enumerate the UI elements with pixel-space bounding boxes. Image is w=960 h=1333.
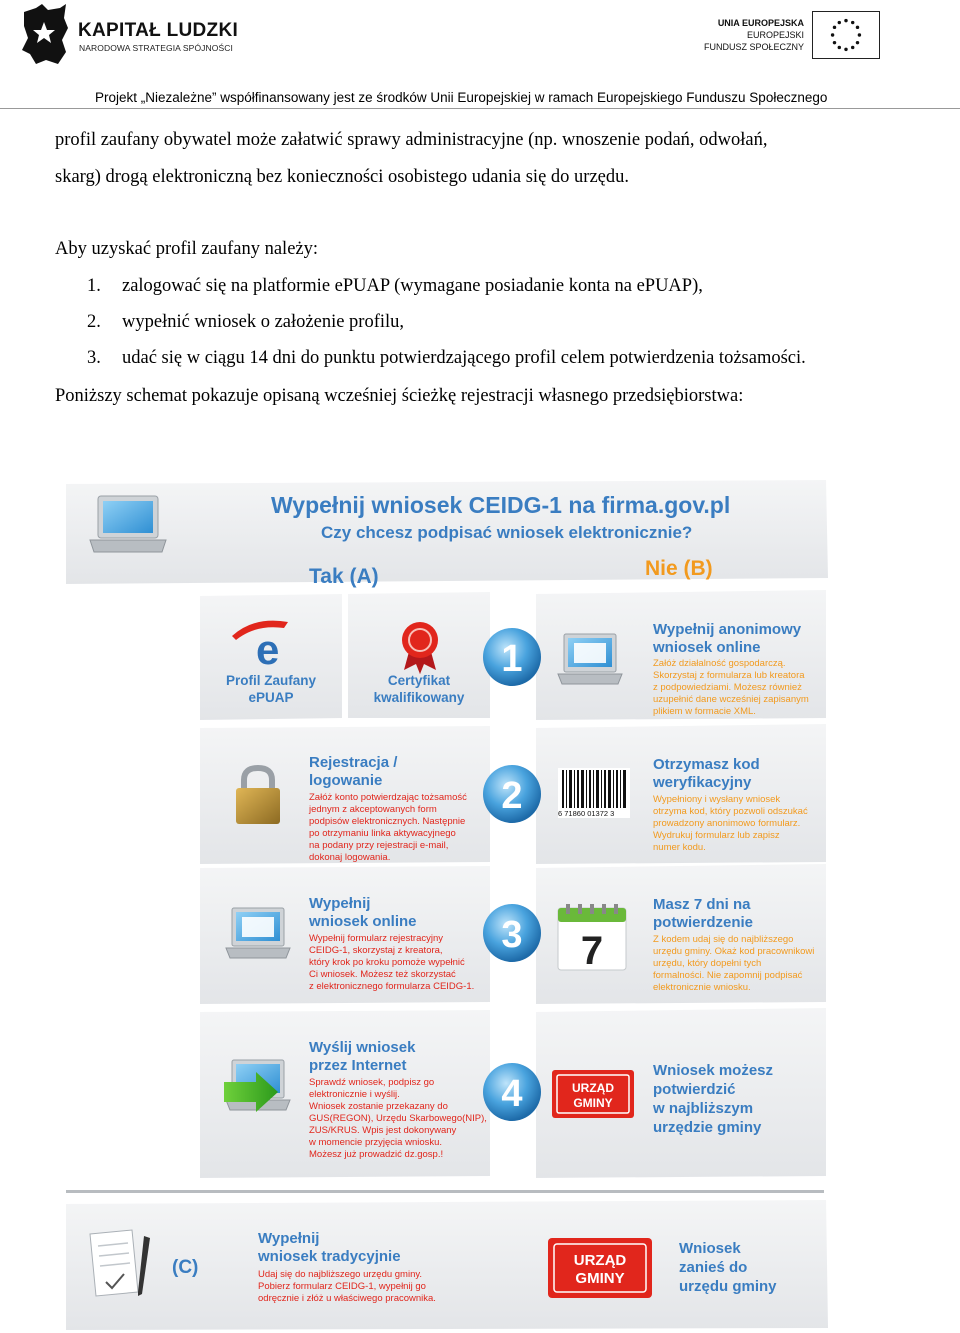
b3-text-line: urzędu gminy. Okaż kod pracownikowi bbox=[653, 946, 815, 957]
b3-text-line: urzędu, który dopełni tych bbox=[653, 958, 762, 969]
eu-line2: EUROPEJSKI bbox=[746, 30, 804, 40]
a4-title-line2: przez Internet bbox=[309, 1057, 407, 1074]
logo-title: KAPITAŁ LUDZKI bbox=[78, 20, 239, 41]
stamp-line2: GMINY bbox=[573, 1096, 613, 1110]
urzad-gminy-stamp-icon bbox=[552, 1070, 634, 1118]
a3-title-line2: wniosek online bbox=[309, 913, 417, 930]
a3-title-line1: Wypełnij bbox=[309, 895, 371, 912]
a2-title-line1: Rejestracja / bbox=[309, 754, 398, 771]
option-b: Nie (B) bbox=[645, 557, 713, 580]
a1-right-line1: Certyfikat bbox=[387, 673, 451, 688]
a4-title-line1: Wyślij wniosek bbox=[309, 1039, 416, 1056]
b3-title-line1: Masz 7 dni na bbox=[653, 896, 751, 913]
c-title-line1: Wypełnij bbox=[258, 1230, 320, 1247]
b2-text-line: numer kodu. bbox=[653, 842, 706, 853]
paragraph-2: Aby uzyskać profil zaufany należy: bbox=[55, 239, 319, 259]
a4-text-line: ZUS/KRUS. Wpis jest dokonywany bbox=[309, 1125, 457, 1136]
b1-text-line: uzupełnić dane wcześniej zapisanym bbox=[653, 694, 809, 705]
barcode-icon bbox=[558, 768, 630, 818]
section-divider bbox=[66, 1190, 824, 1193]
b4-line3: w najbliższym bbox=[653, 1100, 754, 1117]
step-num-2: 2 bbox=[501, 775, 523, 817]
registration-diagram bbox=[66, 478, 831, 1330]
certificate-seal-icon bbox=[402, 622, 438, 674]
a3-text-line: który krok po kroku pomoże wypełnić bbox=[309, 957, 465, 968]
b2-text-line: otrzyma kod, który pozwoli odszukać bbox=[653, 806, 808, 817]
calendar-day: 7 bbox=[580, 929, 604, 973]
b2-text-line: prowadzony anonimowo formularz. bbox=[653, 818, 801, 829]
step-num-1: 1 bbox=[501, 638, 523, 680]
laptop-form-icon bbox=[558, 634, 622, 684]
list-item: 1. zalogować się na platformie ePUAP (wymagane posiadanie konta na ePUAP), bbox=[87, 276, 703, 296]
project-line: Projekt „Niezależne” współfinansowany jest ze środków Unii Europejskiej w ramach Europejskiego Funduszu Społecznego bbox=[95, 90, 828, 105]
a2-text-line: podpisów elektronicznych. Następnie bbox=[309, 816, 466, 827]
b1-text-line: z podpowiedziami. Możesz również bbox=[653, 682, 802, 693]
c-title-line2: wniosek tradycyjnie bbox=[258, 1248, 401, 1265]
c-text-line: odręcznie i złóż u właściwego pracownika. bbox=[258, 1293, 436, 1304]
logo-subtitle: NARODOWA STRATEGIA SPÓJNOŚCI bbox=[79, 43, 233, 53]
b1-text-line: plikiem w formacie XML. bbox=[653, 706, 756, 717]
a3-text-line: CEIDG-1, skorzystaj z kreatora, bbox=[309, 945, 443, 956]
diagram-title: Wypełnij wniosek CEIDG-1 na firma.gov.pl bbox=[271, 492, 731, 518]
b3-text-line: elektronicznie wniosku. bbox=[653, 982, 751, 993]
kapital-ludzki-logo-icon bbox=[22, 4, 70, 64]
list-item: 3. udać się w ciągu 14 dni do punktu potwierdzającego profil celem potwierdzenia tożsamości. bbox=[87, 348, 806, 368]
c-stamp-line1: URZĄD bbox=[573, 1252, 627, 1269]
barcode-number: 6 71860 01372 3 bbox=[558, 809, 615, 818]
b2-text-line: Wypełniony i wysłany wniosek bbox=[653, 794, 781, 805]
c-stamp-line2: GMINY bbox=[575, 1270, 625, 1287]
a4-text-line: Możesz już prowadzić dz.gosp.! bbox=[309, 1149, 444, 1160]
a4-text-line: w momencie przyjęcia wniosku. bbox=[309, 1137, 443, 1148]
a4-text-line: Wniosek zostanie przekazany do bbox=[309, 1101, 448, 1112]
laptop-form-icon bbox=[226, 908, 290, 958]
eu-line1: UNIA EUROPEJSKA bbox=[717, 18, 804, 28]
b2-text-line: Wydrukuj formularz lub zapisz bbox=[653, 830, 780, 841]
b1-text-line: Skorzystaj z formularza lub kreatora bbox=[653, 670, 805, 681]
stamp-line1: URZĄD bbox=[572, 1081, 614, 1095]
urzad-gminy-stamp-icon bbox=[548, 1238, 652, 1298]
paragraph-3: Poniższy schemat pokazuje opisaną wcześniej ścieżkę rejestracji własnego przedsiębiorstwa: bbox=[55, 386, 744, 406]
b1-text-line: Załóż działalność gospodarczą. bbox=[653, 658, 786, 669]
svg-text:e: e bbox=[256, 626, 280, 673]
eu-flag-icon bbox=[812, 11, 880, 59]
a4-text-line: GUS(REGON), Urzędu Skarbowego(NIP), bbox=[309, 1113, 487, 1124]
a2-text-line: Załóż konto potwierdzając tożsamość bbox=[309, 792, 467, 803]
a4-text-line: elektronicznie i wyślij. bbox=[309, 1089, 400, 1100]
b2-title-line2: weryfikacyjny bbox=[653, 774, 752, 791]
b1-title-line2: wniosek online bbox=[653, 639, 761, 656]
step-num-3: 3 bbox=[501, 914, 523, 956]
a4-text-line: Sprawdź wniosek, podpisz go bbox=[309, 1077, 435, 1088]
c-right-line3: urzędu gminy bbox=[679, 1278, 777, 1295]
step-num-4: 4 bbox=[501, 1073, 523, 1115]
option-c: (C) bbox=[172, 1257, 199, 1278]
c-right-line2: zanieś do bbox=[679, 1259, 748, 1276]
option-a: Tak (A) bbox=[309, 565, 379, 588]
paragraph-1-line-2: skarg) drogą elektroniczną bez konieczności osobistego udania się do urzędu. bbox=[55, 167, 629, 187]
paragraph-1-line-1: profil zaufany obywatel może załatwić sprawy administracyjne (np. wnoszenie podań, odwołań, bbox=[55, 130, 768, 150]
b3-text-line: Z kodem udaj się do najbliższego bbox=[653, 934, 794, 945]
list-item: 2. wypełnić wniosek o założenie profilu, bbox=[87, 312, 405, 332]
a2-text-line: na podany przy rejestracji e-mail, bbox=[309, 840, 449, 851]
b2-title-line1: Otrzymasz kod bbox=[653, 756, 760, 773]
a1-left-line1: Profil Zaufany bbox=[225, 673, 317, 688]
a1-left-line2: ePUAP bbox=[248, 690, 294, 705]
diagram-question: Czy chcesz podpisać wniosek elektronicznie? bbox=[321, 523, 693, 542]
b4-line2: potwierdzić bbox=[653, 1081, 736, 1098]
a3-text-line: Ci wniosek. Możesz też skorzystać bbox=[309, 969, 456, 980]
a1-right-line2: kwalifikowany bbox=[373, 690, 465, 705]
b4-line4: urzędzie gminy bbox=[653, 1119, 762, 1136]
c-text-line: Pobierz formularz CEIDG-1, wypełnij go bbox=[258, 1281, 426, 1292]
a3-text-line: z elektronicznego formularza CEIDG-1. bbox=[309, 981, 475, 992]
b4-line1: Wniosek możesz bbox=[653, 1062, 774, 1079]
c-text-line: Udaj się do najbliższego urzędu gminy. bbox=[258, 1269, 423, 1280]
calendar-icon bbox=[558, 904, 626, 973]
eu-line3: FUNDUSZ SPOŁECZNY bbox=[703, 42, 804, 52]
b3-text-line: formalności. Nie zapomnij podpisać bbox=[653, 970, 803, 981]
laptop-send-icon bbox=[224, 1060, 290, 1112]
b3-title-line2: potwierdzenie bbox=[653, 914, 754, 931]
a2-title-line2: logowanie bbox=[309, 772, 383, 789]
laptop-icon bbox=[90, 496, 166, 552]
page-header bbox=[0, 0, 960, 108]
header-divider bbox=[0, 108, 960, 109]
c-right-line1: Wniosek bbox=[679, 1240, 741, 1257]
b1-title-line1: Wypełnij anonimowy bbox=[653, 621, 802, 638]
a2-text-line: jednym z akceptowanych form bbox=[309, 804, 437, 815]
a2-text-line: po otrzymaniu linka aktywacyjnego bbox=[309, 828, 456, 839]
a2-text-line: dokonaj logowania. bbox=[309, 852, 391, 863]
eu-text bbox=[700, 17, 804, 53]
a3-text-line: Wypełnij formularz rejestracyjny bbox=[309, 933, 444, 944]
